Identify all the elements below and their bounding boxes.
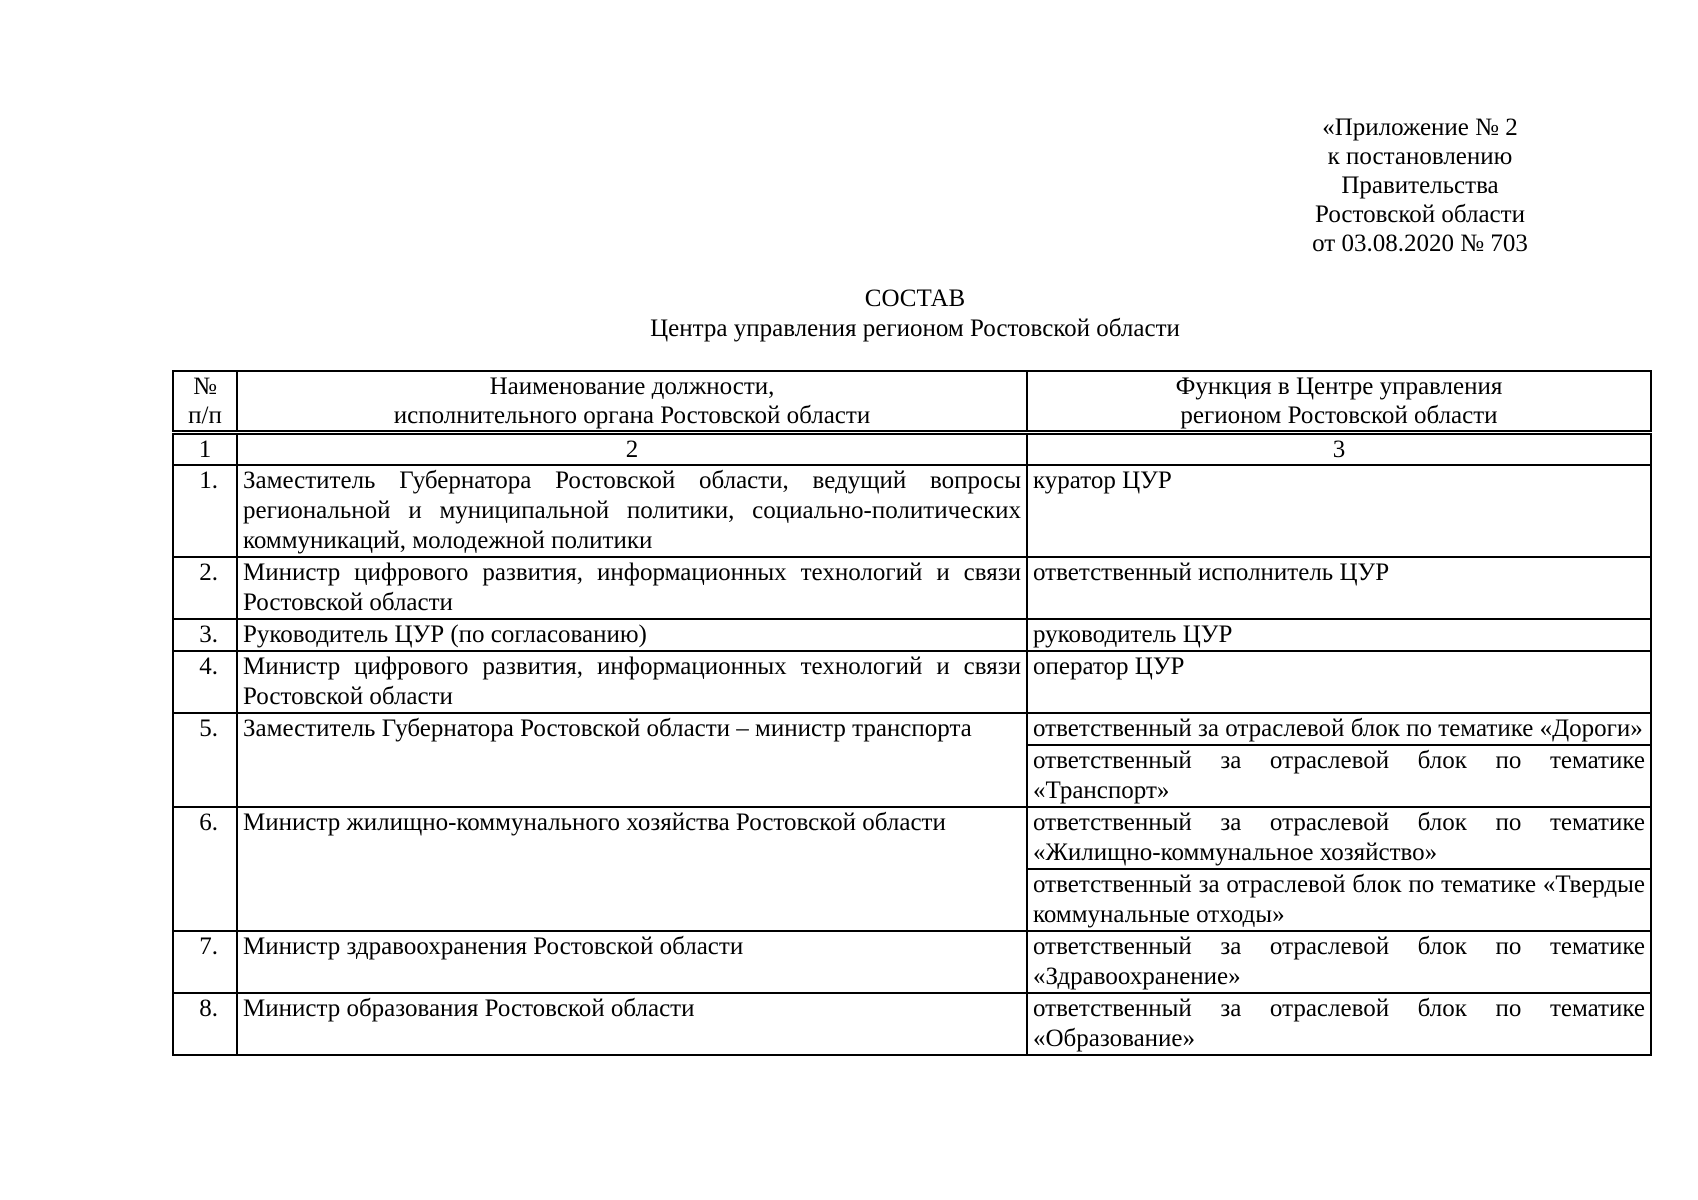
column-number: 3 — [1027, 433, 1651, 466]
roster-table — [172, 370, 1652, 1056]
row-number: 2. — [173, 557, 237, 619]
row-function: руководитель ЦУР — [1033, 621, 1233, 648]
row-position: Заместитель Губернатора Ростовской области, ведущий вопросы региональной и муниципальной политики, социально-политических коммуникаций, молодежной политики — [237, 465, 1027, 557]
row-function: куратор ЦУР — [1033, 467, 1172, 494]
row-position: Министр цифрового развития, информационных технологий и связи Ростовской области — [237, 557, 1027, 619]
row-functions — [1027, 619, 1651, 651]
row-functions — [1027, 465, 1651, 557]
header-position-line: Наименование должности, — [489, 373, 775, 400]
appendix-line: «Приложение № 2 — [1322, 114, 1518, 141]
row-position: Министр цифрового развития, информационных технологий и связи Ростовской области — [237, 651, 1027, 713]
row-position: Руководитель ЦУР (по согласованию) — [237, 619, 1027, 651]
appendix-line: от 03.08.2020 № 703 — [1312, 230, 1528, 257]
row-number: 6. — [173, 807, 237, 931]
table-row — [173, 993, 1651, 1055]
row-position: Заместитель Губернатора Ростовской области – министр транспорта — [237, 713, 1027, 807]
table-row — [173, 651, 1651, 713]
row-number: 1. — [173, 465, 237, 557]
header-function-line: Функция в Центре управления — [1175, 373, 1503, 400]
table-row — [173, 931, 1651, 993]
appendix-line: к постановлению — [1327, 143, 1513, 170]
document-title: СОСТАВ — [864, 285, 966, 312]
row-number: 4. — [173, 651, 237, 713]
row-position: Министр здравоохранения Ростовской области — [237, 931, 1027, 993]
table-row — [173, 713, 1651, 807]
row-functions — [1027, 807, 1651, 931]
row-number: 7. — [173, 931, 237, 993]
row-number: 3. — [173, 619, 237, 651]
table-row — [173, 557, 1651, 619]
header-number-line: п/п — [188, 402, 222, 429]
header-number-line: № — [193, 373, 217, 400]
row-function: ответственный за отраслевой блок по тематике «Дороги» — [1033, 715, 1643, 742]
column-number: 2 — [237, 433, 1027, 466]
row-functions — [1027, 557, 1651, 619]
row-function: ответственный за отраслевой блок по тематике «Транспорт» — [1028, 744, 1650, 806]
table-row — [173, 465, 1651, 557]
header-number — [173, 371, 237, 433]
row-function: ответственный за отраслевой блок по тематике «Здравоохранение» — [1033, 933, 1645, 990]
row-position: Министр образования Ростовской области — [237, 993, 1027, 1055]
table-row — [173, 619, 1651, 651]
header-position — [237, 371, 1027, 433]
appendix-line: Правительства — [1341, 172, 1499, 199]
row-function: ответственный за отраслевой блок по тематике «Твердые коммунальные отходы» — [1028, 868, 1650, 930]
appendix-header — [1300, 113, 1540, 258]
row-function: ответственный за отраслевой блок по тематике «Жилищно-коммунальное хозяйство» — [1033, 809, 1645, 866]
column-number: 1 — [173, 433, 237, 466]
row-function: ответственный исполнитель ЦУР — [1033, 559, 1390, 586]
row-number: 5. — [173, 713, 237, 807]
header-function — [1027, 371, 1651, 433]
table-row — [173, 807, 1651, 931]
row-functions — [1027, 993, 1651, 1055]
row-function: оператор ЦУР — [1033, 653, 1185, 680]
header-function-line: регионом Ростовской области — [1180, 402, 1498, 429]
row-functions — [1027, 651, 1651, 713]
column-number-row — [173, 433, 1651, 466]
row-functions — [1027, 713, 1651, 807]
appendix-line: Ростовской области — [1315, 201, 1525, 228]
row-functions — [1027, 931, 1651, 993]
document-subtitle: Центра управления регионом Ростовской области — [650, 315, 1180, 342]
row-number: 8. — [173, 993, 237, 1055]
header-position-line: исполнительного органа Ростовской области — [393, 402, 871, 429]
table-header-row — [173, 371, 1651, 433]
row-position: Министр жилищно-коммунального хозяйства Ростовской области — [237, 807, 1027, 931]
row-function: ответственный за отраслевой блок по тематике «Образование» — [1033, 995, 1645, 1052]
